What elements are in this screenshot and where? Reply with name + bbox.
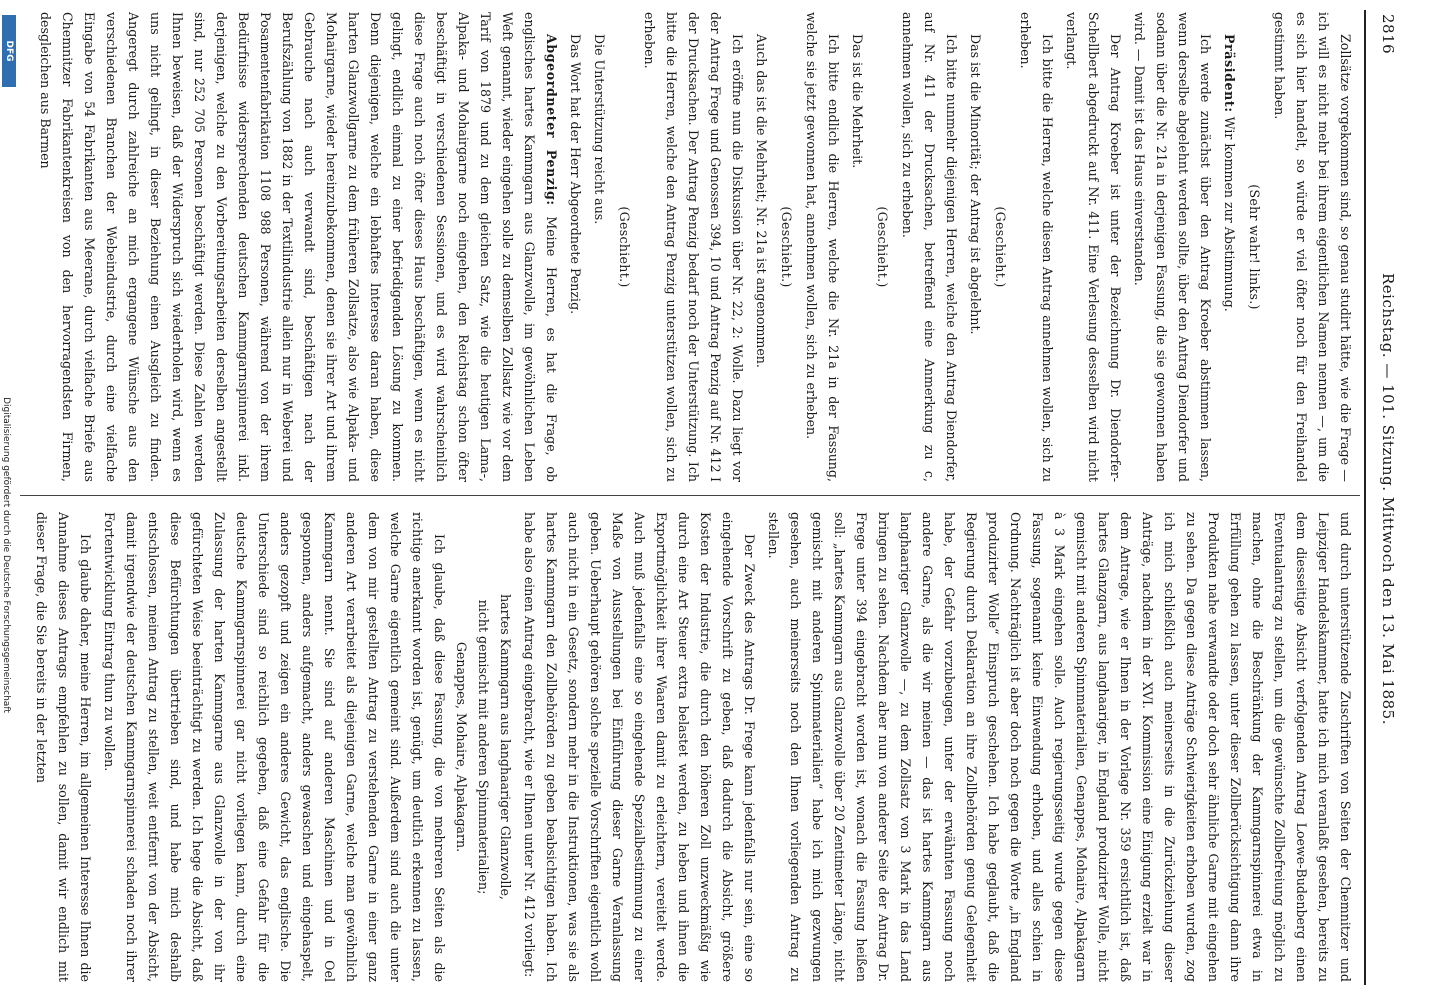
tariff-list-item: nicht gemischt mit anderen Spinnmaterialien; <box>476 599 491 895</box>
tariff-list-item: Genappes, Mohaire, Alpakagarn. <box>454 641 469 853</box>
tariff-list-item: hartes Kammgarn aus langhaariger Glanzwolle, <box>498 594 513 900</box>
page-header <box>1368 14 1408 984</box>
body-paragraph: Ich glaube, daß diese Fassung, die von mehreren Seiten als die richtige anerkannt worden ist, genügt, um deutlich erkennen zu lassen, welche Garne eigentlich gemeint sind. Außerdem sind auch die unter dem von mir gestellten Antrag zu verstehenden Garne in einer ganz anderen Art verarbeitet als diejenigen Garne, welche man gewöhnlich Kammgarn nennt. Sie sind auf anderen Maschinen und in Oel gesponnen, anders aufgemacht, anders gewaschen und eingehaspelt, anders gezopft und zeigen ein anderes Gewicht, das englische. Die Unterschiede sind so reichlich gegeben, daß eine Gefahr für die deutsche Kammgarnspinnerei gar nicht vorliegen kann, durch eine Zulassung der harten Kammgarne aus Glanzwolle in der von ihr gefürchteten Weise beeinträchtigt zu werden. Ich hege die Absicht, daß diese Befürchtungen übertrieben sind, und habe mich deshalb entschlossen, meinen Antrag zu stellen, weit entfernt von der Absicht, damit irgendwie der deutschen Kammgarnspinnerei schaden noch ihrer Fortentwicklung Eintrag thun zu wollen. <box>102 512 447 982</box>
body-paragraph: Der Zweck des Antrags Dr. Frege kann jedenfalls nur sein, eine so eingehende Vorschrift zu geben, daß dadurch die Absicht, größere Kosten der Industrie, die durch den höheren Zoll unzweckmäßig wie durch eine Art Steuer extra belastet werden, zu heben und ihnen die Exportmöglichkeit ihrer Waaren damit zu erleichtern, vereitelt werde. Auch muß jedenfalls eine so eingehende Spezialbestimmung zu einer Maße von Ausstellungen bei Einführung dieser Garne Veranlassung geben. Ueberhaupt gehören solche spezielle Vorschriften eigentlich wohl auch nicht in ein Gesetz, sondern mehr in die Instruktionen, was sie als hartes Kammgarn den Zollbehörden zu geben beabsichtigen haben. Ich habe also einen Antrag eingebracht, wie er Ihnen unter Nr. 412 vorliegt: <box>522 512 757 982</box>
body-paragraph: Ich bitte endlich die Herren, welche die Nr. 21a in der Fassung, welche sie jetzt gewonnen hat, annehmen wollen, sich zu erheben. <box>804 12 841 482</box>
speech-text: Wir kommen zur Abstimmung. <box>1222 116 1237 312</box>
stage-note: (Sehr wahr! links.) <box>1247 184 1262 310</box>
left-text-column <box>21 12 1356 482</box>
stage-note: (Geschieht.) <box>993 206 1008 288</box>
speaker-paragraph <box>1218 12 1240 482</box>
body-paragraph: Das Wort hat der Herr Abgeordnete Penzig. <box>568 34 583 315</box>
stage-note: (Geschieht.) <box>617 206 632 288</box>
body-paragraph: und durch unterstützende Zuschriften von Seiten der Chemnitzer und Leipziger Handelskammer, hatte ich mich veranlaßt gesehen, bereits zu dem diesseitige Absicht verfolgenden Antrag Loewe-Budenberg einen Eventualantrag zu stellen, um die gewünschte Zollbefreiung möglich zu machen, ohne die Beschränkung der Kammgarnspinnerei etwa in Erfüllung gehen zu lassen, unter dieser Zollberücksichtigung dann ihre Produkten nahe verwandte oder doch sehr ähnliche Garne mit eingehen zu sehen. Da gegen diese Anträge Schwierigkeiten erhoben wurden, zog ich mich schließlich auch meinerseits in die Zurückziehung dieser Anträge, nachdem in der XVI. Kommission eine Einigung erzielt war in dem Antrage, wie er Ihnen in der Vorlage Nr. 359 ersichtlich ist, daß hartes Glanzgarn, aus langhaariger, in England produzirter Wolle, nicht gemischt mit anderen Spinnmaterialien, Genappes, Mohaire, Alpakagarn à 3 Mark eingehen solle. Auch regierungsseitig wurde gegen diese Fassung, sogenannt keine Einwendung erhoben, und alles schien in Ordnung. Nachträglich ist aber doch noch gegen die Worte „in England produzirter Wolle“ Einspruch geschehen. Ich habe geglaubt, daß die Regierung durch Deklaration an ihre Zollbehörden genug Gelegenheit habe, der Gefahr vorzubeugen, unter der erwähnten Fassung noch andere Garne, als die wir meinen — das ist hartes Kammgarn aus langhaariger Glanzwolle —, zu dem Zollsatz von 3 Mark in das Land bringen zu sehen. Nachdem aber nun von anderer Seite der Antrag Dr. Frege unter 394 eingebracht worden ist, wonach die Fassung heißen soll: „hartes Kammgarn aus Glanzwolle über 20 Zentimeter Länge, nicht gemischt mit anderen Spinnmaterialien“ habe ich mich gezwungen gesehen, auch meinerseits noch den Ihnen vorliegenden Antrag zu stellen. <box>766 512 1353 982</box>
body-paragraph: Zollsätze vorgekommen sind, so genau studirt hätte, wie die Frage — ich will es nicht mehr bei ihrem eigentlichen Namen nennen —, um die es sich hier handelt, so würde er viel öfter noch für den Freihandel gestimmt haben. <box>1272 12 1353 482</box>
body-paragraph: Ich glaube daher, meine Herren, im allgemeinen Interesse Ihnen die Annahme dieses Antrags empfehlen zu sollen, damit wir endlich mit dieser Frage, die Sie bereits in der letzten <box>34 512 93 982</box>
body-paragraph: Ich bitte nunmehr diejenigen Herren, welche den Antrag Diendorfer, auf Nr. 411 der Drucksachen, betreffend eine Anmerkung zu c, annehmen wollen, sich zu erheben. <box>900 12 959 482</box>
stage-note: (Geschieht.) <box>875 206 890 288</box>
dfg-logo: DFG <box>2 15 16 87</box>
speech-text: Meine Herren, es hat die Frage, ob englisches hartes Kammgarn aus Glanzwolle, im gewöhnlichen Leben Weft genannt, wieder eingehen solle zu demselben Zollsatz wie vor dem Tarif von 1879 und zu dem gleichen Satz, wie die heutigen Lama-, Alpaka- und Mohairgarne noch eingehen, den Reichstag schon öfter beschäftigt in verschiedenen Sessionen, und es wird wahrscheinlich diese Frage auch noch öfter dieses Haus beschäftigen, wenn es nicht gelingt, endlich einmal zu einer befriedigenden Lösung zu kommen. Denn diejenigen, welche ein lebhaftes Interesse daran haben, diese harten Glanzwollgarne zu dem früheren Zollsatze, also wie Alpaka- und Mohairgarne, wieder hereinzubekommen, denen sie ihrer Art und ihrem Gebrauche nach auch verwandt sind, beschäftigen nach der Berufszählung von 1882 in der Textilindustrie allein nur in Weberei und Posamentenfabrikation 1108 988 Personen, während von der ihrem Bedürfnisse widersprechenden deutschen Kammgarnspinnerei inkl. derjenigen, welche zu den Vorbereitungsarbeiten derselben angestellt sind, nur 252 705 Personen beschäftigt werden. Diese Zahlen werden Ihnen beweisen, daß der Widerspruch sich wiederholen wird, wenn es uns nicht gelingt, in dieser Beziehung einen Ausgleich zu finden. Angeregt durch zahlreiche an mich ergangene Wünsche aus den verschiedenen Branchen der Webeindustrie, durch eine vielfache Eingabe von 54 Fabrikanten aus Meerane, durch vielfache Briefe aus Chemnitzer Fabrikantenkreisen von den hervorragendsten Firmen, desgleichen aus Barmen <box>38 12 559 482</box>
body-paragraph: Das ist die Minorität; der Antrag ist abgelehnt. <box>968 34 983 335</box>
speaker-paragraph <box>34 12 562 482</box>
body-paragraph: Das ist die Mehrheit. <box>850 34 865 169</box>
digitization-credit: Digitalisierung gefördert durch die Deutsche Forschungsgemeinschaft <box>1 397 11 713</box>
speaker-name: Abgeordneter Penzig: <box>544 34 559 206</box>
right-text-column <box>21 512 1356 982</box>
header-rule <box>1364 10 1366 985</box>
body-paragraph: Der Antrag Kroeber ist unter der Bezeichnung Dr. Diendorfer-Schellbert abgedruckt auf Nr. 411. Eine Verlesung desselben wird nicht verlangt. <box>1064 12 1123 482</box>
body-paragraph: Ich werde zunächst über den Antrag Kroeber abstimmen lassen, wenn derselbe abgelehnt werden sollte, über den Antrag Diendorfer und sodann über die Nr. 21a in derjenigen Fassung, die sie gewonnen haben wird. — Damit ist das Haus einverstanden. <box>1132 12 1213 482</box>
speaker-name: Präsident: <box>1222 34 1237 113</box>
body-paragraph: Ich eröffne nun die Diskussion über Nr. 22, 2: Wolle. Dazu liegt vor der Antrag Frege und Genossen 394, 10 und Antrag Penzig auf Nr. 412 I der Drucksachen. Der Antrag Penzig bedarf noch der Unterstützung. Ich bitte die Herren, welche den Antrag Penzig unterstützen wollen, sich zu erheben. <box>642 12 745 482</box>
body-paragraph: Ich bitte die Herren, welche diesen Antrag annehmen wollen, sich zu erheben. <box>1018 12 1055 482</box>
page-title: Reichstag. — 101. Sitzung. Mittwoch den 13. Mai 1885. <box>1379 273 1397 725</box>
body-paragraph: Die Unterstützung reicht aus. <box>592 34 607 225</box>
page-number: 2816 <box>1379 14 1397 55</box>
body-paragraph: Auch das ist die Mehrheit; Nr. 21a ist angenommen. <box>754 34 769 368</box>
column-divider <box>20 495 1360 496</box>
stage-note: (Geschieht.) <box>779 206 794 288</box>
